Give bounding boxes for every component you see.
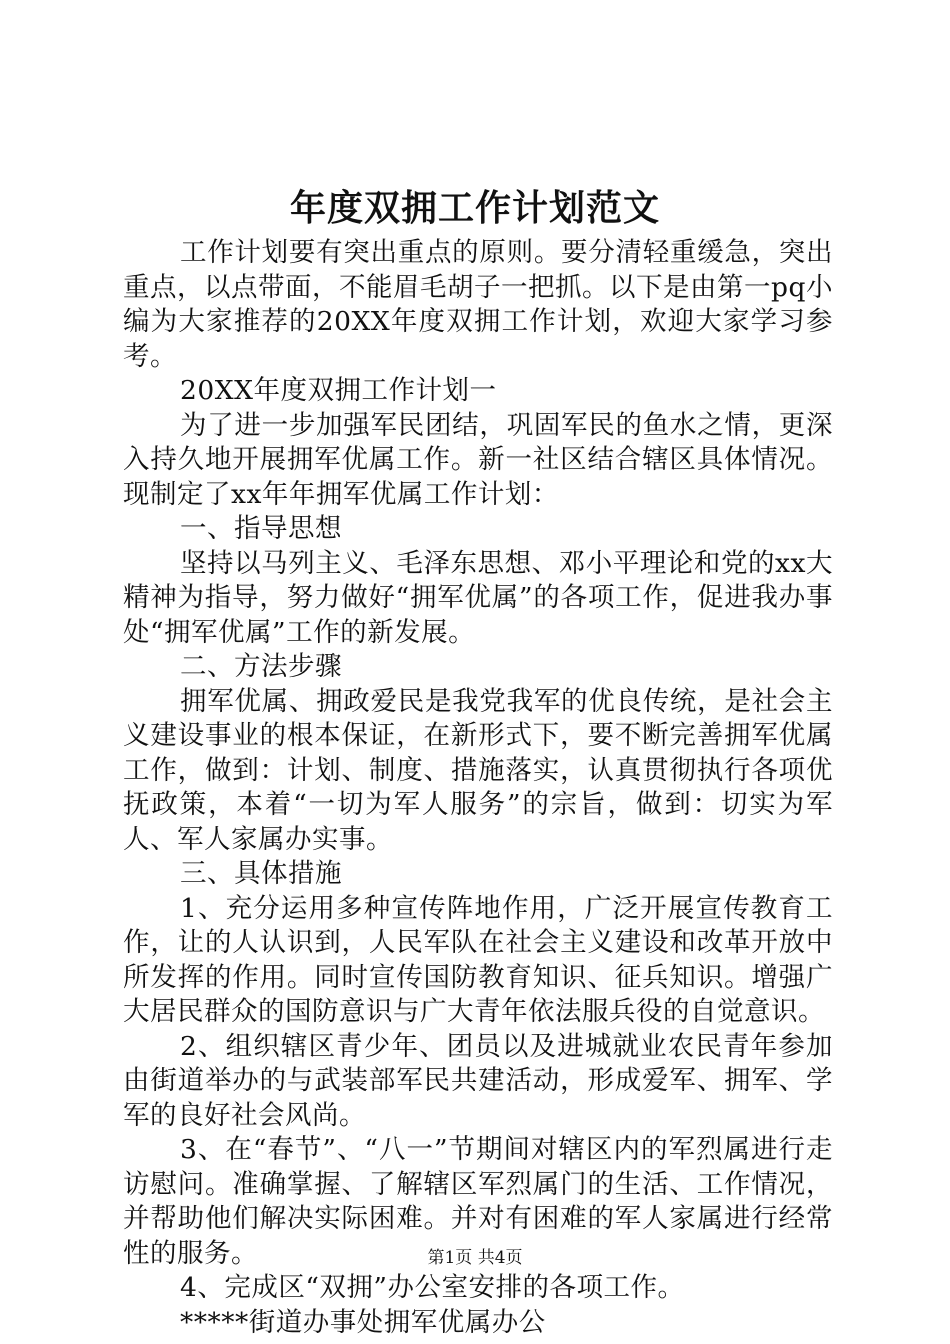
paragraph-measure-3: 3、在“春节”、“八一”节期间对辖区内的军烈属进行走访慰问。准确掌握、了解辖区军烈属门的生活、工作情况，并帮助他们解决实际困难。并对有困难的军人家属进行经常性的服务。 — [123, 1134, 833, 1269]
section-heading-guiding-ideology: 一、指导思想 — [180, 513, 342, 544]
page-footer: 第1页 共4页 — [427, 1248, 523, 1268]
paragraph-measure-4: 4、完成区“双拥”办公室安排的各项工作。 — [180, 1272, 685, 1303]
paragraph-measure-2: 2、组织辖区青少年、团员以及进城就业农民青年参加由街道举办的与武装部军民共建活动，形成爱军、拥军、学军的良好社会风尚。 — [123, 1030, 833, 1131]
paragraph-methods: 拥军优属、拥政爱民是我党我军的优良传统，是社会主义建设事业的根本保证，在新形式下，要不断完善拥军优属工作，做到：计划、制度、措施落实，认真贯彻执行各项优抚政策，本着“一切为军人服务”的宗旨，做到：切实为军人、军人家属办实事。 — [123, 685, 833, 855]
section-heading-methods: 二、方法步骤 — [180, 651, 342, 682]
document-body — [123, 236, 833, 1340]
paragraph-signature: *****街道办事处拥军优属办公 — [180, 1306, 546, 1338]
paragraph-purpose: 为了进一步加强军民团结，巩固军民的鱼水之情，更深入持久地开展拥军优属工作。新一社区结合辖区具体情况。现制定了xx年年拥军优属工作计划： — [123, 409, 833, 510]
paragraph-plan-heading: 20XX年度双拥工作计划一 — [180, 375, 497, 406]
paragraph-measure-1: 1、充分运用多种宣传阵地作用，广泛开展宣传教育工作，让的人认识到，人民军队在社会主义建设和改革开放中所发挥的作用。同时宣传国防教育知识、征兵知识。增强广大居民群众的国防意识与广大青年依法服兵役的自觉意识。 — [123, 892, 833, 1027]
section-heading-measures: 三、具体措施 — [180, 858, 342, 889]
document-title: 年度双拥工作计划范文 — [289, 187, 660, 229]
paragraph-guiding-ideology: 坚持以马列主义、毛泽东思想、邓小平理论和党的xx大精神为指导，努力做好“拥军优属”的各项工作，促进我办事处“拥军优属”工作的新发展。 — [123, 547, 833, 648]
paragraph-intro: 工作计划要有突出重点的原则。要分清轻重缓急，突出重点，以点带面，不能眉毛胡子一把抓。以下是由第一pq小编为大家推荐的20XX年度双拥工作计划，欢迎大家学习参考。 — [123, 237, 833, 372]
